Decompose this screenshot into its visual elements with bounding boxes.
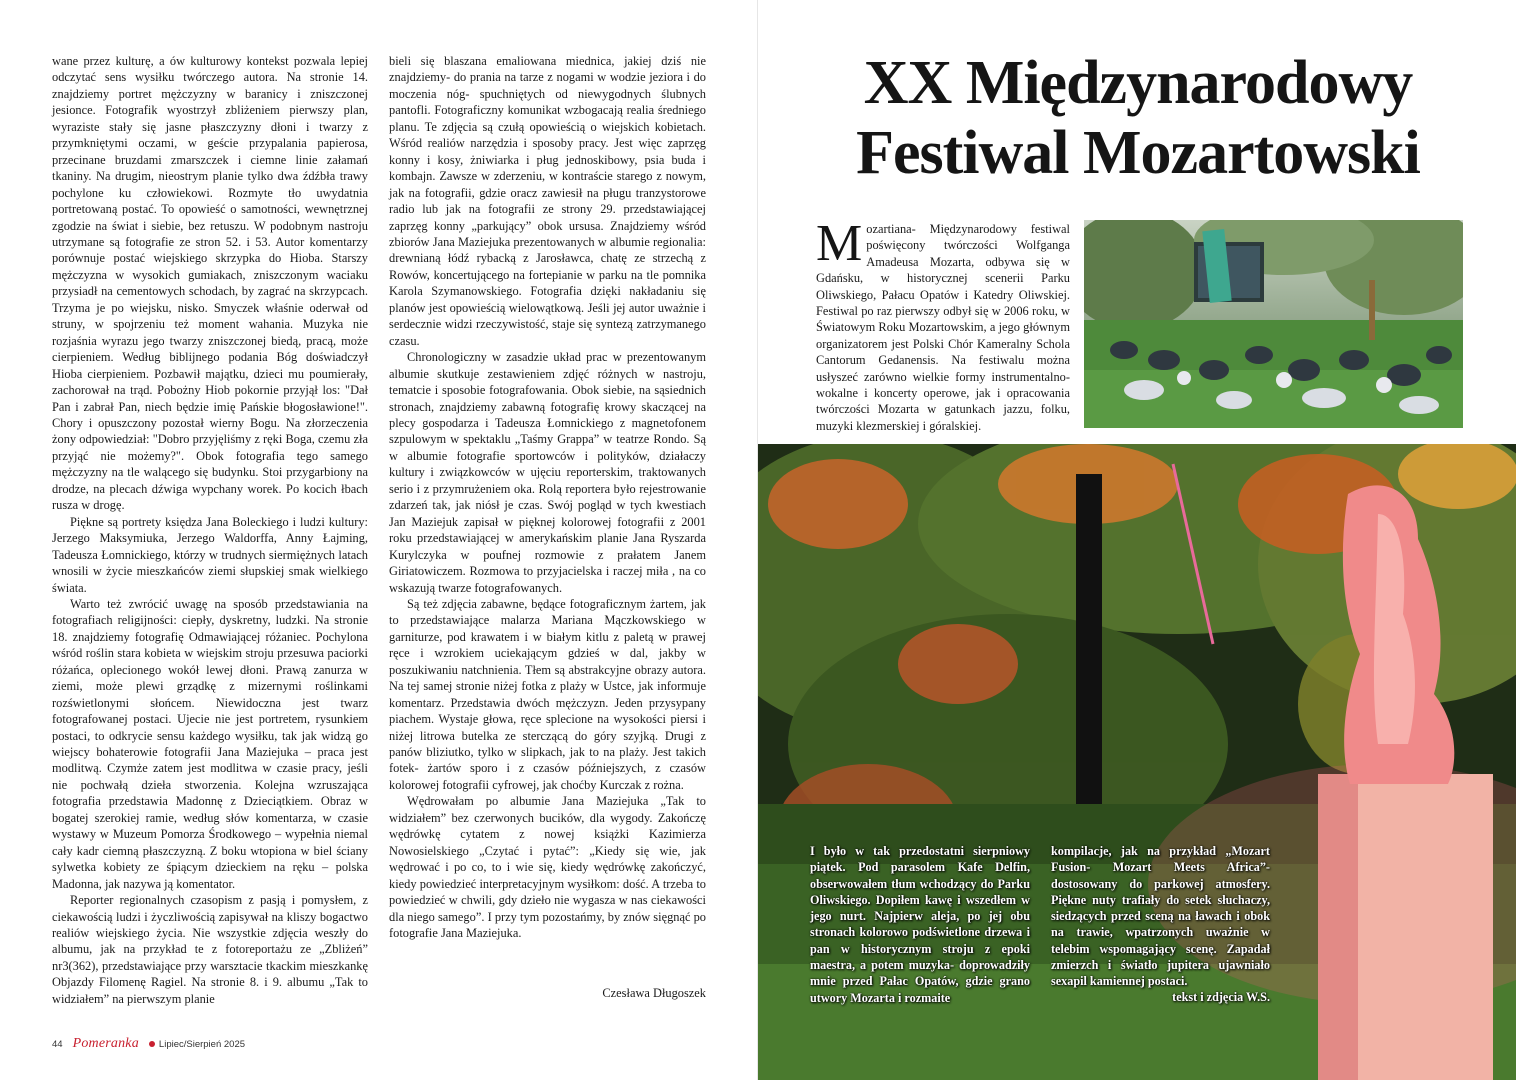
intro-text: ozartiana- Międzynarodowy festiwal poświęcony twórczości Wolfganga Amadeusa Mozarta, odbywa się w Gdańsku, w historycznej scenerii Parku Oliwskiego, Pałacu Opatów i Katedry Oliwskiej. Festiwal po raz pierwszy odbył się w 2006 roku, w Światowym Roku Mozartowskim, a jego głównym organizatorem jest Polski Chór Kameralny Schola Cantorum Gedanensis. Na festiwalu można usłyszeć zarówno wielkie formy instrumentalno- wokalne i koncerty operowe, jak i opracowania twórczości Mozarta w gatunkach jazzu, folku, muzyki klezmerskiej i góralskiej. — [816, 222, 1070, 433]
concert-audience-photo — [1084, 220, 1463, 428]
page-number: 44 — [52, 1039, 63, 1050]
photo-caption-right: kompilacje, jak na przykład „Mozart Fusion- Mozart Meets Africa”- dostosowany do parkowej atmosfery. Piękne nuty trafiały do setek słuchaczy, siedzących przed sceną na ławach i obok na trawie, wpatrzonych uważnie w telebim wspomagający scenę. Zapadał zmierzch i światło jupitera ujawniało sexapil kamiennej postaci. — [1051, 844, 1270, 989]
article-paragraph: Warto też zwrócić uwagę na sposób przedstawiania na fotografiach religijności: ciepły, dyskretny, ludzki. Na stronie 18. znajdziemy fotografię Odmawiającej różaniec. Pochylona wśród roślin stara kobieta w wiejskim stroju przesuwa paciorki różańca, oplecionego wokół lewej dłoni. Prawą zanurza w ziemi, może plewi grządkę z mizernymi roślinkami rozświetlonymi słońcem. Niewidoczna jest twarz fotografowanej postaci. Ujecie nie jest portretem, rysunkiem postaci, to odkrycie sensu każdego wysiłku, tak jak widzą go wiejscy bohaterowie fotografii Jana Maziejuka – praca jest modlitwą. Czymże zatem jest modlitwa w czasie pracy, jeśli nie pochwałą dzieła stworzenia. Kolejna wzruszająca fotografia przedstawia Madonnę z Dzieciątkiem. Obraz w bogatej szerokiej ramie, według słów komentarza, w czasie wystawy w Muzeum Pomorza Środkowego – wypełnia niemal cały kadr ciemną płaszczyzną. Z boku wtopiona w biel ściany sylwetka kobiety ze śpiącym dzieckiem na ręku – polska Madonna, jak nazywa ją komentator. — [52, 596, 368, 891]
article-signature: Czesława Długoszek — [602, 986, 706, 1000]
concert-audience-illustration — [1084, 220, 1463, 428]
right-page — [758, 0, 1516, 1080]
headline-line-1: XX Międzynarodowy — [863, 49, 1413, 117]
article-paragraph: Piękne są portrety księdza Jana Boleckiego i ludzi kultury: Jerzego Maksymiuka, Jerzego Waldorffa, Anny Łajming, Tadeusza Łomnickiego, którzy w trudnych siermiężnych latach wnosili w życie mieszkańców ziemi słupskiej smak wielkiego świata. — [52, 514, 368, 595]
headline-line-2: Festiwal Mozartowski — [856, 119, 1420, 187]
article-column-1 — [52, 53, 368, 1007]
article-paragraph: wane przez kulturę, a ów kulturowy kontekst pozwala lepiej odczytać sens wysiłku twórczego autora. Na stronie 14. znajdziemy portret mężczyzny w baranicy i zniszczonej jesionce. Fotografik wyostrzył zbliżeniem pierwszy plan, wyraziste stały się jasne płaszczyzny dłoni i twarzy z przymkniętymi oczami, w geście przypalania papierosa, przecinane bruzdami zmarszczek i ciemne linie załamań tkaniny. Na drugim, nieostrym planie tylko dwa źdźbła trawy pochylone ku człowiekowi. Rozmyte tło uwydatnia portretowaną postać. To opowieść o samotności, wewnętrznej zgodzie na świat i siebie, bez retuszu. W podobnym nastroju utrzymane są fotografie ze stron 52. i 53. Autor komentarzy porównuje postać wiejskiego skrzypka do Hioba. Starszy mężczyzna w wysokich gumiakach, zniszczonym waciaku przysiadł na cementowych schodach, by zagrać na skrzypcach. Trzyma je po wiejsku, nisko. Smyczek właśnie oderwał od struny, w spojrzeniu też moment wahania. Muzyka nie rozjaśnia wyrazu jego twarzy zniszczonej biedą, pracą, może cierpieniem. Według biblijnego podania Bóg doświadczył Hioba cierpieniem. Pozbawił majątku, dzieci mu poumierały, zachorował na trąd. Pobożny Hiob pokornie przyjął los: "Dał Pan i zabrał Pan, niech będzie imię Pańskie błogosławione!". Chory i opuszczony pozostał wierny Bogu. Na złorzeczenia żony odpowiedział: "Dobro przyjęliśmy z ręki Boga, czemu zła przyjąć nie możemy?". Obok fotografia tego samego mężczyzny na tle walącego się budynku. Stoi przygarbiony na drodze, na plecach dźwiga wypchany worek. Po kocich łbach rusza w drogę. — [52, 54, 368, 513]
park-statue-photo — [758, 444, 1516, 1080]
page-footer — [52, 1036, 245, 1052]
drop-cap: M — [816, 215, 863, 272]
article-paragraph: Wędrowałam po albumie Jana Maziejuka „Tak to widziałem” bez czerwonych bucików, dla wygody. Zakończę wędrówkę cytatem z nowej książki Kazimierza Nowosielskiego „Czytać i pytać”: „Kiedy się wie, jak wędrować i po co, to i wie się, kiedy wędrówkę zakończyć, kiedy powiedzieć interpretacyjnym wysiłkom: dość. A trzeba to powiedzieć w chwili, gdy dzieło nie wygasza w nas ciekawości dla niego samego”. I przy tym pozostańmy, by znów sięgnąć po fotografie Jana Maziejuka. — [389, 794, 706, 941]
photo-credit: tekst i zdjęcia W.S. — [1172, 990, 1270, 1004]
magazine-logo: Pomeranka — [72, 1036, 139, 1051]
article-intro — [816, 215, 1070, 434]
bullet-icon — [149, 1041, 155, 1047]
article-paragraph: Reporter regionalnych czasopism z pasją i pomysłem, z ciekawością ludzi i życzliwością zapisywał na kliszy bogactwo realiów wiejskiego życia. Nie wszystkie zdjęcia weszły do albumu, jak na przykład te z fotoreportażu ze „Zbliżeń” nr3(362), przedstawiające przy warsztacie tkackim mieszkankę Objazdy Filomenę Ragiel. Na stronie 8. i 9. albumu „Tak to widziałem” na pierwszym planie — [52, 893, 368, 1006]
article-paragraph: bieli się blaszana emaliowana miednica, jakiej dziś nie znajdziemy- do prania na tarze z nogami w wodzie jeziora i do moczenia nóg- spuchniętych od niewygodnych ślubnych pantofli. Fotograficzny komunikat wzbogacają realia średniego planu. Te zdjęcia są czułą opowieścią o wiejskich kobietach. Wśród realiów narzędzia i sposoby pracy. Jest więc zaprzęg konny i kosy, żniwiarka i pług jednoskibowy, psia buda i kombajn. Zawsze w zderzeniu, w kontraście starego z nowym, jak na fotografii, gdzie oracz zawiesił na pługu tranzystorowe radio lub jak na fotografii ze strony 29. przedstawiającej zaprzęg konny „parkujący” obok ursusa. Znajdziemy wśród zbiorów Jana Maziejuka prezentowanych w albumie regionalia: drewnianą łódź rybacką z Jarosławca, chatę ze strzechą z Rowów, koncertującego na fortepianie w parku na tle pomnika Karola Szymanowskiego. Fotografia dzięki nakładaniu się planów jest opowieścią wielowątkową. Jeśli jej autor uważnie i serdecznie widzi rzeczywistość, staje się syntezą zatrzymanego czasu. — [389, 54, 706, 348]
article-paragraph: Są też zdjęcia zabawne, będące fotograficznym żartem, jak to przedstawiające malarza Mariana Mączkowskiego w garniturze, pod krawatem i w białym kitlu z paletą w prawej ręce i wzrokiem uciekającym gdzieś w dal, jakby w poszukiwaniu natchnienia. Tłem są abstrakcyjne obrazy autora. Na tej samej stronie niżej fotka z plaży w Ustce, jak informuje komentarz. Przedstawia dwóch mężczyzn. Jeden przysypany piachem. Wystaje głowa, ręce splecione na wysokości piersi i niżej litrowa butelka ze sterczącą do góry szyjką. Drugi z panów bliziutko, tylko w slipkach, jak to na plaży. Jest takich fotek- żartów sporo i z czasów późniejszych, z czasów kolorowej fotografii cyfrowej, jak choćby Kurczak z rożna. — [389, 596, 706, 792]
photo-caption-left: I było w tak przedostatni sierpniowy piątek. Pod parasolem Kafe Delfin, obserwowałem tłum wchodzący do Parku Oliwskiego. Dopiłem kawę i wszedłem w jego nurt. Najpierw aleja, po jej obu stronach kolorowo podświetlone drzewa i pan w historycznym stroju z epoki maestra, a potem muzyka- doprowadziły mnie przed Pałac Opatów, gdzie grano utwory Mozarta i rozmaite — [810, 844, 1030, 1005]
article-paragraph: Chronologiczny w zasadzie układ prac w prezentowanym albumie skutkuje zestawieniem zdjęć różnych w nastroju, tematcie i sposobie fotografowania. Obok siebie, na sąsiednich stronach, znajdziemy zabawną fotografię krowy skaczącej na plecy gospodarza i Tadeusza Łomnickiego z magnetofonem szpulowym w spektaklu „Taśmy Grappa” w teatrze Rondo. Są w albumie fotografie sportowców i polityków, działaczy kultury i związkowców w ujęciu reporterskim, traktowanych serio i z przymrużeniem oka. Rolą reportera było rejestrowanie zdarzeń tak, jak niósł je czas. Swój pogląd w tych kwestiach Jan Maziejuk zapisał w pięknej kolorowej fotografii z 2001 roku przedstawiającej w amerykańskim planie Jana Ryszarda Kurylczyka w poufnej rozmowie z prałatem Janem Giriatowiczem. Rozmowa to przyjacielska i raczej miła , na co wskazują twarze fotografowanych. — [389, 350, 706, 595]
article-column-2 — [389, 53, 706, 941]
article-headline — [818, 48, 1458, 188]
issue-date: Lipiec/Sierpień 2025 — [158, 1039, 246, 1050]
